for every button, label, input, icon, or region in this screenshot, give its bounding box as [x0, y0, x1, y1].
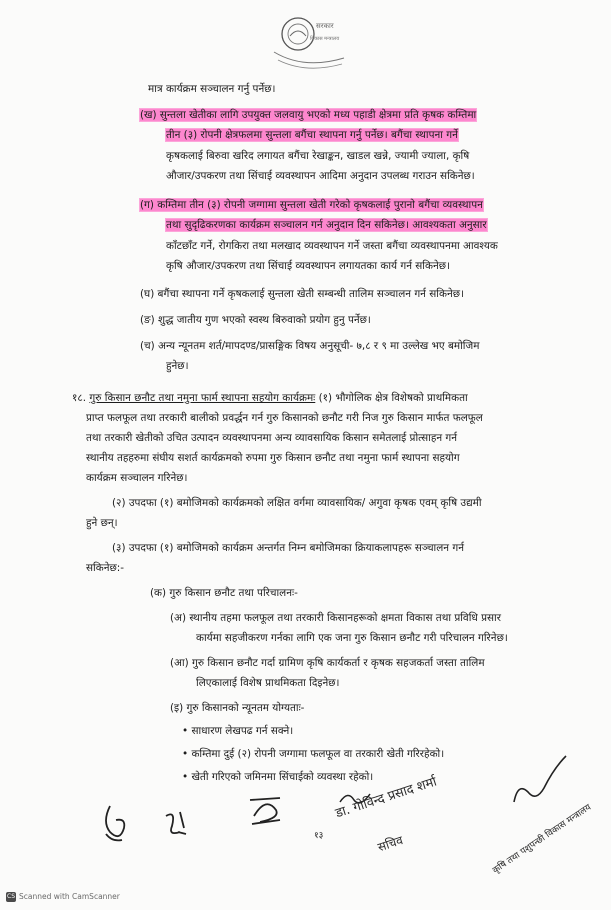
secretary-name: डा. गोविन्द प्रसाद शर्मा [333, 774, 439, 822]
clause-ga-line3: काँटछाँट गर्ने, रोगकिरा तथा मलखाद व्यवस्थापन गर्ने जस्ता बगैंचा व्यवस्थापनमा आवश्यक [166, 240, 498, 252]
clause-gha: (घ) बगैंचा स्थापना गर्ने कृषकलाई सुन्तला खेती सम्बन्धी तालिम सञ्चालन गर्न सकिनेछ। [140, 288, 464, 300]
signature-1-icon [96, 800, 136, 850]
signature-3-icon [246, 790, 290, 830]
item-a-line1: (अ) स्थानीय तहमा फलफूल तथा तरकारी किसानहरूको क्षमता विकास तथा प्रविधि प्रसार [170, 612, 501, 624]
section-18-line1: १८. गुरु किसान छनौट तथा नमुना फार्म स्थापना सहयोग कार्यक्रमः (१) भौगोलिक क्षेत्र विशेषको प्राथमिकता [72, 392, 468, 404]
list-item: • खेती गरिएको जमिनमा सिंचाईको व्यवस्था रहेको। [182, 771, 374, 783]
ministry-stamp-text: कृषि तथा पशुपन्छी विकास मन्त्रालय [491, 802, 594, 876]
section-18-line2: प्राप्त फलफूल तथा तरकारी बालीको प्रवर्द्धन गर्न गुरु किसानको छनौट गरी निज गुरु किसान मार्फत फलफूल [86, 412, 483, 424]
svg-text:विकास मन्त्रालय: विकास मन्त्रालय [310, 36, 340, 42]
clause-cha-line2: हुनेछ। [166, 360, 189, 372]
section-18-line3: तथा तरकारी खेतीको उचित उत्पादन व्यवस्थापनमा अन्य व्यावसायिक किसान समेतलाई प्रोत्साहन गर्न [86, 432, 458, 444]
svg-text:सरकार: सरकार [316, 22, 334, 30]
clause-cha-line1: (च) अन्य न्यूनतम शर्त/मापदण्ड/प्रासङ्गिक विषय अनुसूची- ७,८ र ९ मा उल्लेख भए बमोजिम [140, 340, 480, 352]
section-title: गुरु किसान छनौट तथा नमुना फार्म स्थापना सहयोग कार्यक्रमः [89, 392, 316, 404]
clause-ka: (क) गुरु किसान छनौट तथा परिचालनः- [150, 587, 298, 599]
list-item: • साधारण लेखपढ गर्न सक्ने। [182, 725, 294, 737]
section-number: १८. [72, 392, 87, 404]
clause-nga: (ङ) शुद्ध जातीय गुण भएको स्वस्थ बिरुवाको प्रयोग हुनु पर्नेछ। [140, 314, 371, 326]
clause-ga-line2: तथा सुदृढिकरणका कार्यक्रम सञ्चालन गर्न अनुदान दिन सकिनेछ। आवश्यकता अनुसार [166, 219, 487, 231]
government-stamp-icon [268, 8, 352, 72]
text-line: मात्र कार्यक्रम सञ्चालन गर्नु पर्नेछ। [148, 83, 276, 95]
signature-2-icon [160, 806, 196, 846]
camscanner-icon: CS [7, 893, 15, 900]
secretary-title: सचिव [376, 833, 405, 855]
subsection-2-line1: (२) उपदफा (१) बमोजिमको कार्यक्रमको लक्षित वर्गमा व्यावसायिक/ अगुवा कृषक एवम् कृषि उद्यमी [112, 497, 482, 509]
section-18-line4: स्थानीय तहहरुमा संघीय सशर्त कार्यक्रमको रुपमा गुरु किसान छनौट तथा नमुना फार्म स्थापना सहयोग [86, 452, 460, 464]
footer [6, 892, 120, 902]
clause-kha-line3: कृषकलाई बिरुवा खरिद लगायत बगैंचा रेखाङ्कन, खाडल खन्ने, ज्यामी ज्याला, कृषि [166, 150, 470, 162]
clause-kha-line2: तीन (३) रोपनी क्षेत्रफलमा सुन्तला बगैंचा स्थापना गर्नु पर्नेछ। बगैंचा स्थापना गर्ने [166, 129, 458, 141]
subsection-3-line1: (३) उपदफा (१) बमोजिमको कार्यक्रम अन्तर्गत निम्न बमोजिमका क्रियाकलापहरू सञ्चालन गर्न [112, 542, 464, 554]
subsection-2-line2: हुने छन्। [86, 517, 118, 529]
signature-5-icon [508, 752, 572, 812]
item-a-line2: कार्यमा सहजीकरण गर्नका लागि एक जना गुरु किसान छनौट गरी परिचालन गरिनेछ। [196, 632, 508, 644]
clause-kha-line4: औजार/उपकरण तथा सिंचाई व्यवस्थापन आदिमा अनुदान उपलब्ध गराउन सकिनेछ। [166, 170, 475, 182]
section-18-line5: कार्यक्रम सञ्चालन गरिनेछ। [86, 472, 188, 484]
item-aa-line1: (आ) गुरु किसान छनौट गर्दा ग्रामिण कृषि कार्यकर्ता र कृषक सहजकर्ता जस्ता तालिम [170, 657, 485, 669]
clause-ga-line1: (ग) कम्तिमा तीन (३) रोपनी जग्गामा सुन्तला खेती गरेको कृषकलाई पुरानो बगैंचा व्यवस्थापन [140, 199, 483, 211]
page-number: १३ [314, 831, 324, 841]
clause-kha-line1: (ख) सुन्तला खेतीका लागि उपयुक्त जलवायु भएको मध्य पहाडी क्षेत्रमा प्रति कृषक कम्तिमा [140, 109, 477, 121]
item-aa-line2: लिएकालाई विशेष प्राथमिकता दिइनेछ। [196, 677, 340, 689]
footer-text: Scanned with CamScanner [19, 892, 120, 901]
item-i: (इ) गुरु किसानको न्यूनतम योग्यताः- [170, 702, 305, 714]
subsection-3-line2: सकिनेछ:- [86, 562, 124, 574]
clause-ga-line4: कृषि औजार/उपकरण तथा सिंचाई व्यवस्थापन लगायतका कार्य गर्न सकिनेछ। [166, 260, 450, 272]
list-item: • कम्तिमा दुई (२) रोपनी जग्गामा फलफूल वा तरकारी खेती गरिरहेको। [182, 748, 445, 760]
